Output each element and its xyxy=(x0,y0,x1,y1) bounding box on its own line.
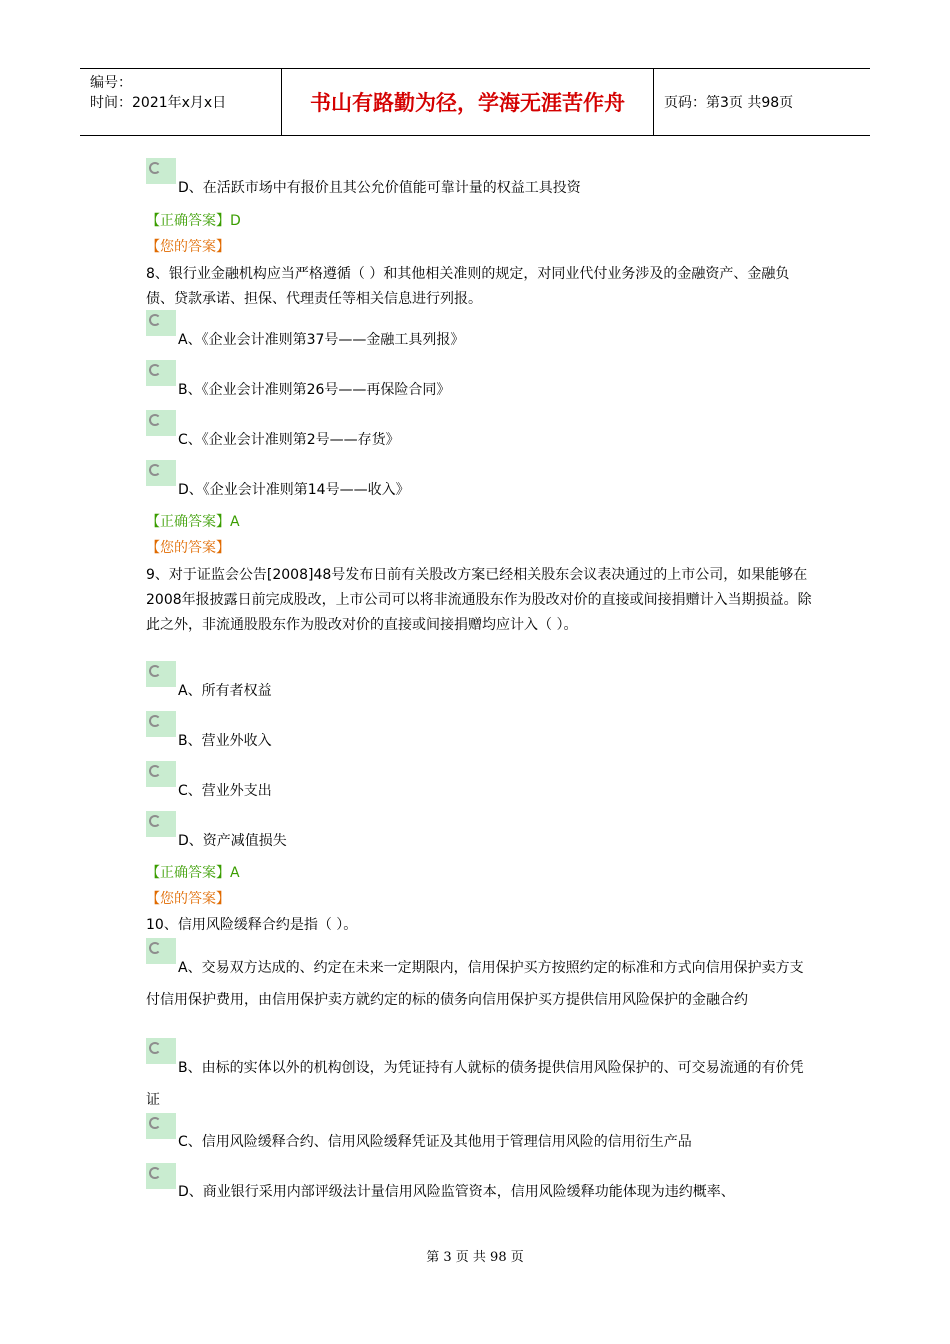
page-header xyxy=(80,68,870,136)
radio-button-q9-c[interactable] xyxy=(146,761,176,787)
radio-circle-icon xyxy=(149,364,161,376)
radio-circle-icon xyxy=(149,1167,161,1179)
option-q10-b: B、由标的实体以外的机构创设，为凭证持有人就标的债务提供信用风险保护的、可交易流通的有价凭证 xyxy=(146,1060,804,1108)
correct-answer-q8: 【正确答案】A xyxy=(146,514,240,530)
header-meta xyxy=(80,69,282,135)
radio-button-q8-b[interactable] xyxy=(146,360,176,386)
your-answer-q9: 【您的答案】 xyxy=(146,891,230,907)
page-footer: 第 3 页 共 98 页 xyxy=(426,1250,524,1265)
your-answer-prev: 【您的答案】 xyxy=(146,239,230,255)
radio-circle-icon xyxy=(149,464,161,476)
radio-circle-icon xyxy=(149,162,161,174)
radio-button-q8-a[interactable] xyxy=(146,310,176,336)
your-answer-q8: 【您的答案】 xyxy=(146,540,230,556)
option-q9-b: B、营业外收入 xyxy=(178,733,272,749)
option-q10-a: A、交易双方达成的、约定在未来一定期限内，信用保护买方按照约定的标准和方式向信用保护卖方支付信用保护费用，由信用保护卖方就约定的标的债务向信用保护买方提供信用风险保护的金融合约 xyxy=(146,960,804,1008)
option-q10-d: D、商业银行采用内部评级法计量信用风险监管资本，信用风险缓释功能体现为违约概率、 xyxy=(178,1184,735,1200)
option-q8-b: B、《企业会计准则第26号——再保险合同》 xyxy=(178,382,451,398)
radio-button-q9-d[interactable] xyxy=(146,811,176,837)
radio-circle-icon xyxy=(149,414,161,426)
option-q9-c: C、营业外支出 xyxy=(178,783,272,799)
header-page-number: 页码：第3页 共98页 xyxy=(664,95,794,111)
radio-button-q8-d[interactable] xyxy=(146,460,176,486)
option-q9-a: A、所有者权益 xyxy=(178,683,272,699)
header-motto: 书山有路勤为径，学海无涯苦作舟 xyxy=(282,69,654,135)
radio-circle-icon xyxy=(149,715,161,727)
document-time-label: 时间：2021年x月x日 xyxy=(90,95,227,111)
radio-circle-icon xyxy=(149,665,161,677)
option-q8-c: C、《企业会计准则第2号——存货》 xyxy=(178,432,400,448)
question-10-text: 10、信用风险缓释合约是指（ ）。 xyxy=(146,917,358,933)
radio-button-q9-a[interactable] xyxy=(146,661,176,687)
option-q8-d: D、《企业会计准则第14号——收入》 xyxy=(178,482,410,498)
radio-button-q8-c[interactable] xyxy=(146,410,176,436)
document-number-label: 编号： xyxy=(90,75,132,91)
radio-button-q10-c[interactable] xyxy=(146,1113,176,1139)
radio-button-prev-d[interactable] xyxy=(146,158,176,184)
option-prev-d: D、在活跃市场中有报价且其公允价值能可靠计量的权益工具投资 xyxy=(178,180,581,196)
option-q9-d: D、资产减值损失 xyxy=(178,833,287,849)
radio-circle-icon xyxy=(149,1117,161,1129)
option-q8-a: A、《企业会计准则第37号——金融工具列报》 xyxy=(178,332,465,348)
radio-circle-icon xyxy=(149,765,161,777)
radio-circle-icon xyxy=(149,314,161,326)
correct-answer-q9: 【正确答案】A xyxy=(146,865,240,881)
correct-answer-prev: 【正确答案】D xyxy=(146,213,241,229)
option-q10-c: C、信用风险缓释合约、信用风险缓释凭证及其他用于管理信用风险的信用衍生产品 xyxy=(178,1134,692,1150)
radio-circle-icon xyxy=(149,815,161,827)
question-9-text: 9、对于证监会公告[2008]48号发布日前有关股改方案已经相关股东会议表决通过的上市公司，如果能够在2008年报披露日前完成股改，上市公司可以将非流通股东作为股改对价的直接或间接捐赠计入当期损益。除此之外，非流通股股东作为股改对价的直接或间接捐赠均应计入（ ）。 xyxy=(146,567,812,633)
question-8-text: 8、银行业金融机构应当严格遵循（ ）和其他相关准则的规定，对同业代付业务涉及的金融资产、金融负债、贷款承诺、担保、代理责任等相关信息进行列报。 xyxy=(146,266,790,307)
radio-button-q10-d[interactable] xyxy=(146,1163,176,1189)
radio-button-q9-b[interactable] xyxy=(146,711,176,737)
